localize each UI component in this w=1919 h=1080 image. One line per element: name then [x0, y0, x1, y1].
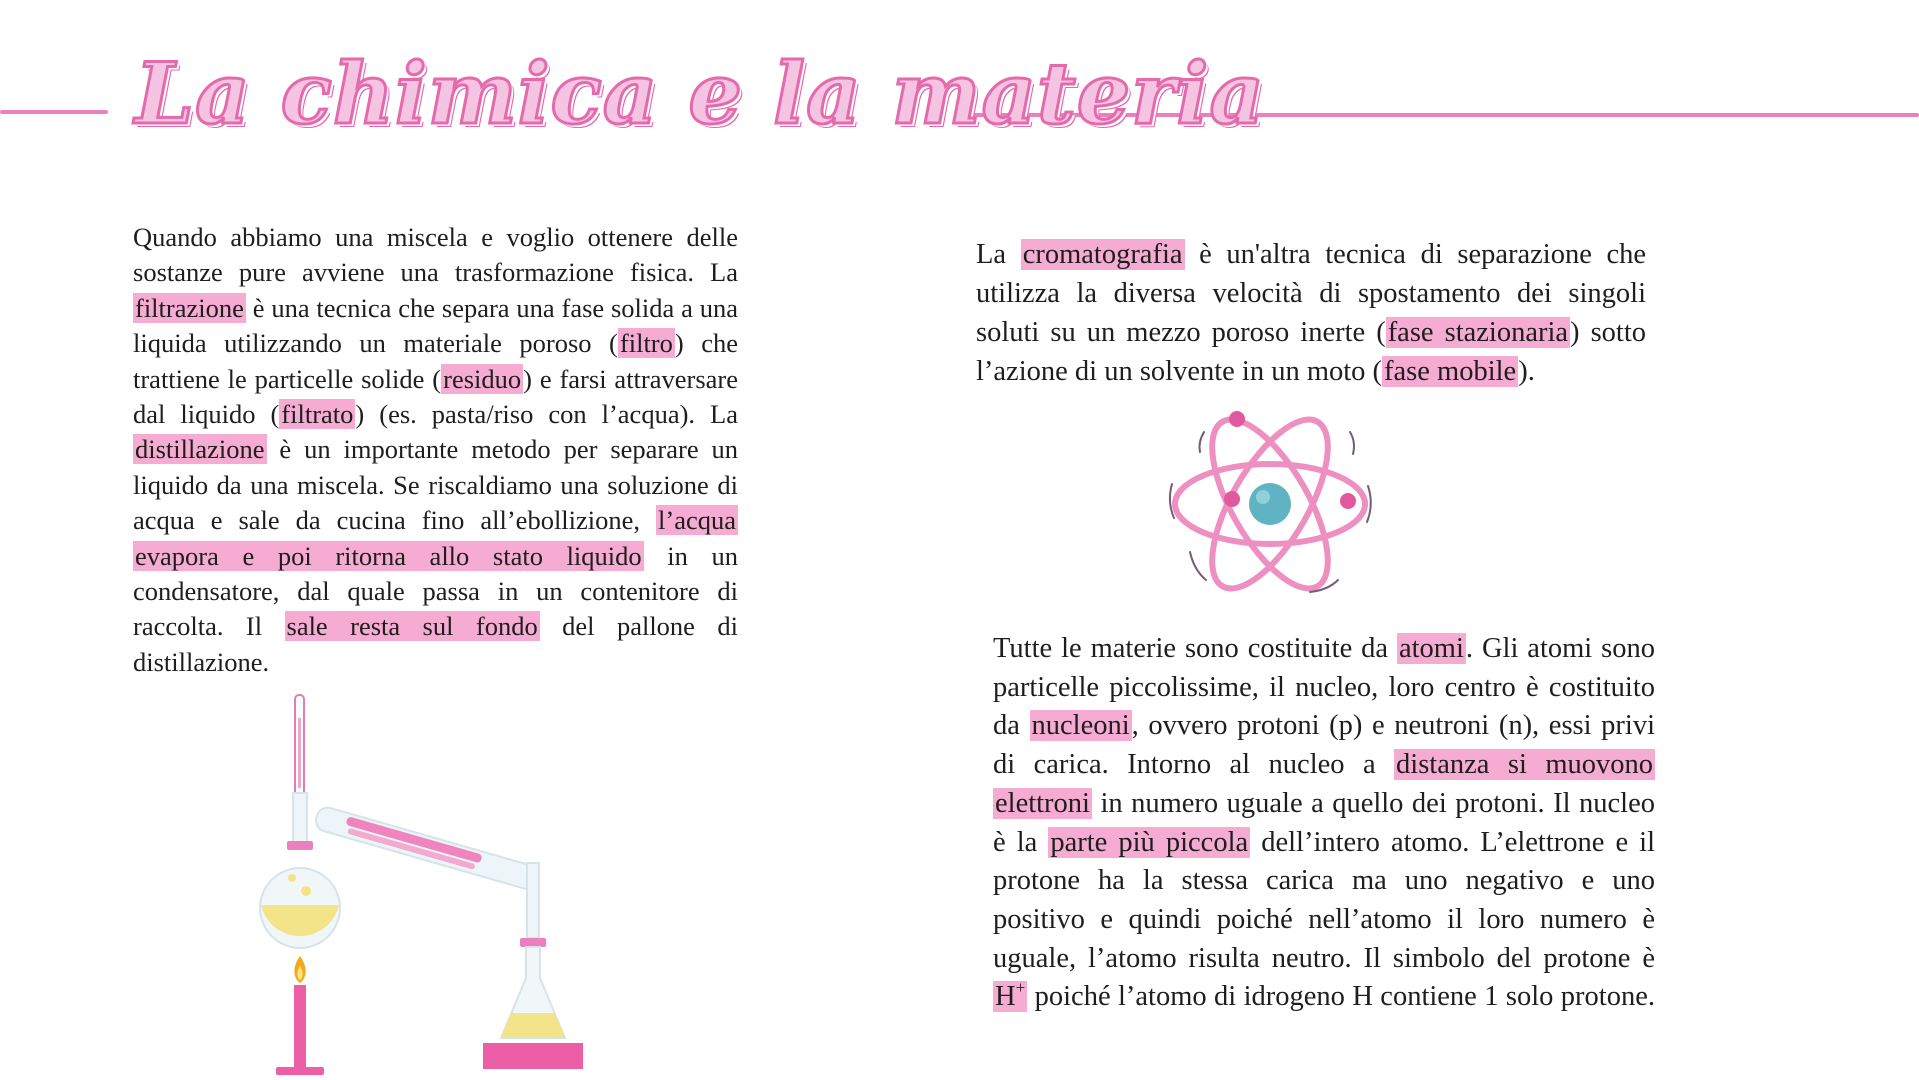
atom-illustration [1160, 402, 1380, 607]
highlight-smallest-part: parte più piccola [1050, 826, 1249, 858]
stopper-right [520, 938, 546, 947]
text: è un importante metodo per separare un liquido da una miscela. Se riscaldiamo una soluzione di acqua e sale da cucina fino all’ebollizione, [133, 434, 738, 536]
term-filtro: filtro [619, 328, 673, 359]
proton-charge: + [1015, 978, 1026, 998]
term-cromatografia: cromatografia [1022, 239, 1183, 270]
motion-line [1350, 432, 1354, 454]
receiving-flask-liquid [501, 1013, 565, 1038]
text: Quando abbiamo una miscela e voglio ottenere delle sostanze pure avviene una trasformazione fisica. La [133, 222, 738, 288]
text: solo protone. [1498, 981, 1655, 1013]
chromatography-paragraph [976, 235, 1646, 391]
term-distillazione: distillazione [135, 434, 265, 465]
text: ). [1518, 356, 1535, 387]
text: . Gli atomi sono particelle piccolissime, il nucleo, loro centro è costituito da [993, 633, 1655, 742]
highlight-electrons: distanza si muovono elettroni [995, 749, 1653, 819]
term-atomi: atomi [1398, 633, 1464, 664]
condenser [313, 805, 541, 891]
text: è un'altra tecnica di separazione che utilizza la diversa velocità di spostamento dei singoli soluti su un mezzo poroso inerte ( [976, 239, 1647, 348]
nucleus [1249, 483, 1291, 525]
term-fase-stazionaria: fase stazionaria [1387, 317, 1569, 348]
text: La [976, 239, 1021, 270]
text: dell’intero atomo. L’elettrone e il protone ha la stessa carica ma uno negativo e uno positivo e quindi poiché nell’atomo il loro numero è uguale, l’atomo risulta neutro. Il simbolo del protone è [993, 826, 1656, 974]
thermometer-mercury [298, 718, 301, 788]
text: in numero uguale a quello dei protoni. Il nucleo è la [993, 787, 1655, 858]
text: , ovvero protoni (p) e neutroni (n), essi privi di carica. Intorno al nucleo a [993, 710, 1656, 781]
text: è una tecnica che separa una fase solida a una liquida utilizzando un materiale poroso ( [133, 292, 738, 359]
highlight-salt: sale resta sul fondo [286, 611, 538, 642]
bubble [288, 874, 296, 882]
text: ) e farsi attraversare dal liquido ( [133, 363, 738, 430]
stopper-left [287, 841, 313, 850]
burner-base [276, 1067, 324, 1075]
electron [1340, 493, 1356, 509]
term-filtrato: filtrato [281, 399, 354, 430]
burner [294, 985, 306, 1070]
text: del pallone di distillazione. [133, 611, 738, 677]
title-rule-left [0, 110, 108, 114]
filtration-distillation-paragraph [133, 220, 738, 680]
flask-stand [483, 1043, 583, 1069]
highlight-evaporation: l’acqua evapora e poi ritorna allo stato liquido [135, 505, 736, 571]
text: poiché l’atomo di idrogeno H contiene [1027, 981, 1485, 1013]
term-fase-mobile: fase mobile [1384, 356, 1517, 387]
atom-paragraph [993, 630, 1655, 1017]
proton-symbol [993, 978, 1027, 1013]
number-one: 1 [1484, 981, 1499, 1013]
term-filtrazione: filtrazione [135, 292, 244, 323]
nucleus-shine [1256, 490, 1270, 504]
text: Tutte le materie sono costituite da [993, 633, 1397, 664]
flask-neck [293, 793, 307, 848]
term-residuo: residuo [443, 363, 522, 394]
page-title: La chimica e la materia [135, 44, 1265, 143]
term-nucleoni: nucleoni [1031, 710, 1130, 742]
motion-line [1190, 552, 1206, 580]
text: ) (es. pasta/riso con l’acqua). La [355, 399, 738, 430]
text: ) che trattiene le particelle solide ( [133, 328, 738, 394]
text: ) sotto l’azione di un solvente in un moto ( [976, 317, 1646, 387]
condenser-outlet [527, 863, 539, 938]
electron [1224, 491, 1240, 507]
text: in un condensatore, dal quale passa in un contenitore di raccolta. Il [133, 540, 738, 642]
distillation-illustration [250, 693, 600, 1080]
electron [1229, 411, 1245, 427]
motion-line [1200, 432, 1205, 452]
proton-letter: H [995, 981, 1016, 1013]
bubble [301, 886, 311, 896]
